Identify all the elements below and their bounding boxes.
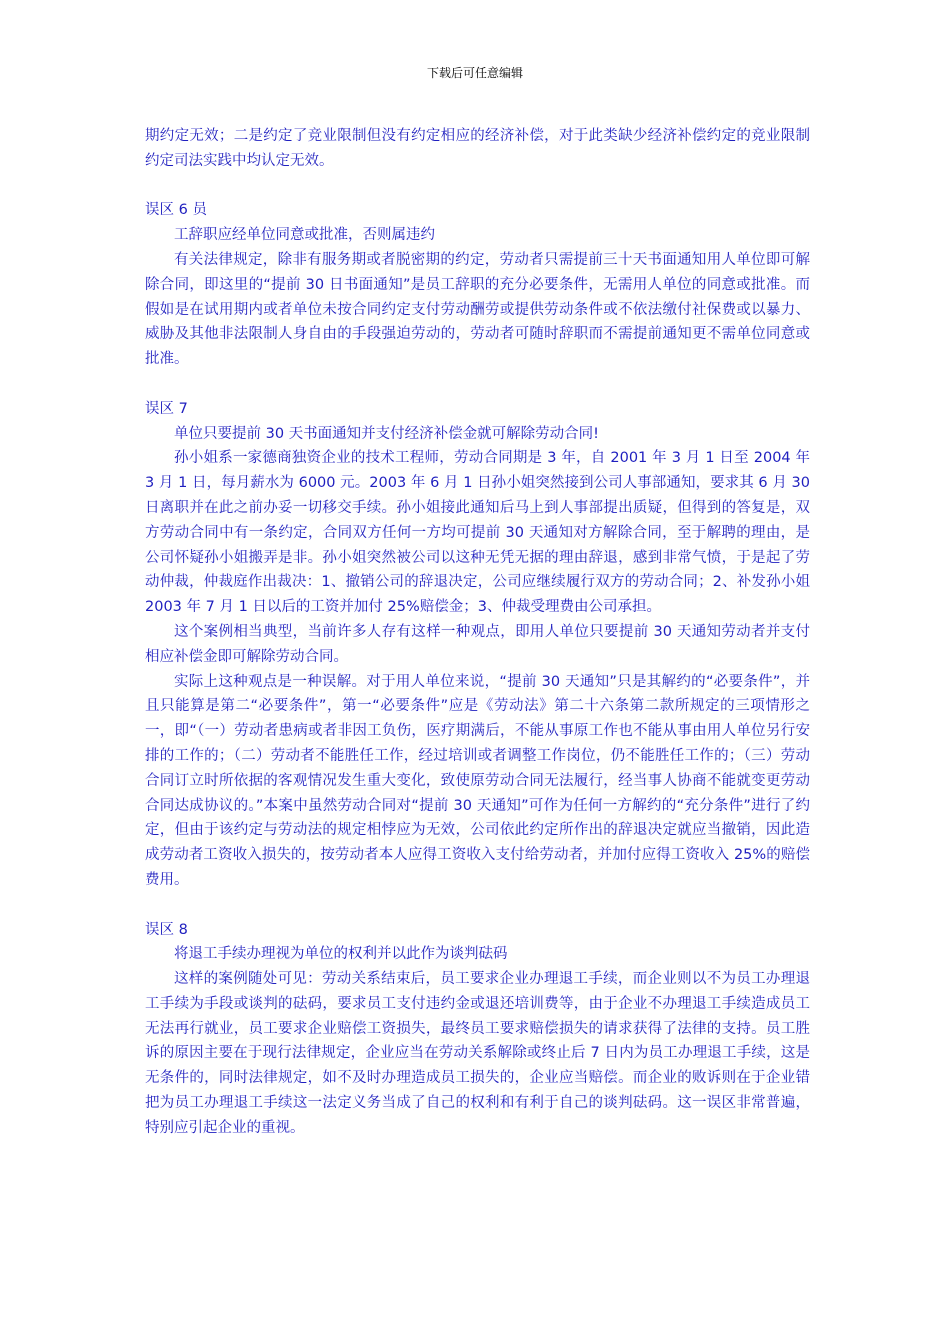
paragraph: 这个案例相当典型，当前许多人存有这样一种观点，即用人单位只要提前 30 天通知劳动者并支付相应补偿金即可解除劳动合同。 — [145, 623, 810, 665]
section-title: 单位只要提前 30 天书面通知并支付经济补偿金就可解除劳动合同! — [174, 425, 599, 442]
section-heading: 误区 8 — [145, 921, 188, 938]
paragraph: 期约定无效；二是约定了竞业限制但没有约定相应的经济补偿，对于此类缺少经济补偿约定的竞业限制约定司法实践中均认定无效。 — [145, 128, 810, 169]
page-header: 下载后可任意编辑 — [426, 66, 523, 80]
spacer — [145, 893, 810, 918]
section-title: 工辞职应经单位同意或批准，否则属违约 — [174, 227, 435, 244]
section-heading: 误区 6 员 — [145, 202, 207, 219]
document-body — [145, 124, 810, 1141]
paragraph: 实际上这种观点是一种误解。对于用人单位来说，“提前 30 天通知”只是其解约的“必要条件”，并且只能算是第二“必要条件”，第一“必要条件”应是《劳动法》第二十六条第二款所规定的三项情形之一，即“（一）劳动者患病或者非因工负伤，医疗期满后，不能从事原工作也不能从事由用人单位另行安排的工作的；（二）劳动者不能胜任工作，经过培训或者调整工作岗位，仍不能胜任工作的；（三）劳动合同订立时所依据的客观情况发生重大变化，致使原劳动合同无法履行，经当事人协商不能就变更劳动合同达成协议的。”本案中虽然劳动合同对“提前 30 天通知”可作为任何一方解约的“充分条件”进行了约定，但由于该约定与劳动法的规定相悖应为无效，公司依此约定所作出的辞退决定就应当撤销，因此造成劳动者工资收入损失的，按劳动者本人应得工资收入支付给劳动者，并加付应得工资收入 25%的赔偿费用。 — [145, 673, 810, 888]
paragraph: 有关法律规定，除非有服务期或者脱密期的约定，劳动者只需提前三十天书面通知用人单位即可解除合同，即这里的“提前 30 日书面通知”是员工辞职的充分必要条件，无需用人单位的同意或批准。而假如是在试用期内或者单位未按合同约定支付劳动酬劳或提供劳动条件或不依法缴付社保费或以暴力、威胁及其他非法限制人身自由的手段强迫劳动的，劳动者可随时辞职而不需提前通知更不需单位同意或批准。 — [145, 251, 810, 368]
section-title: 将退工手续办理视为单位的权利并以此作为谈判砝码 — [174, 946, 508, 963]
paragraph: 孙小姐系一家德商独资企业的技术工程师，劳动合同期是 3 年，自 2001 年 3 月 1 日至 2004 年 3 月 1 日，每月薪水为 6000 元。2003 年 6 月 1 日孙小姐突然接到公司人事部通知，要求其 6 月 30 日离职并在此之前办妥一切移交手续。孙小姐接此通知后马上到人事部提出质疑，但得到的答复是，双方劳动合同中有一条约定，合同双方任何一方均可提前 30 天通知对方解除合同，至于解聘的理由，是公司怀疑孙小姐搬弄是非。孙小姐突然被公司以这种无凭无据的理由辞退，感到非常气愤，于是起了劳动仲裁，仲裁庭作出裁决：1、撤销公司的辞退决定，公司应继续履行双方的劳动合同；2、补发孙小姐 2003 年 7 月 1 日以后的工资并加付 25%赔偿金；3、仲裁受理费由公司承担。 — [145, 450, 810, 616]
paragraph: 这样的案例随处可见：劳动关系结束后，员工要求企业办理退工手续，而企业则以不为员工办理退工手续为手段或谈判的砝码，要求员工支付违约金或退还培训费等，由于企业不办理退工手续造成员工无法再行就业，员工要求企业赔偿工资损失，最终员工要求赔偿损失的请求获得了法律的支持。员工胜诉的原因主要在于现行法律规定，企业应当在劳动关系解除或终止后 7 日内为员工办理退工手续，这是无条件的，同时法律规定，如不及时办理造成员工损失的，企业应当赔偿。而企业的败诉则在于企业错把为员工办理退工手续这一法定义务当成了自己的权利和有利于自己的谈判砝码。这一误区非常普遍，特别应引起企业的重视。 — [145, 971, 810, 1136]
spacer — [145, 372, 810, 397]
section-heading: 误区 7 — [145, 400, 188, 417]
spacer — [145, 174, 810, 199]
